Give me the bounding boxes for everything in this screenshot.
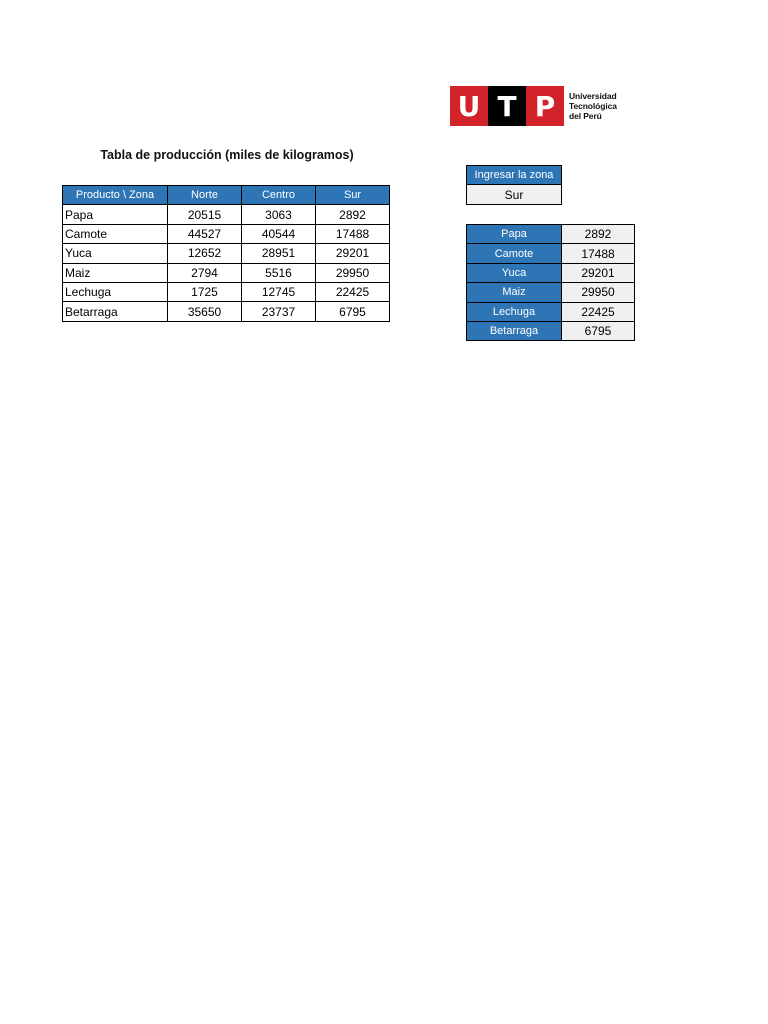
logo-text (569, 91, 617, 121)
result-product[interactable]: Lechuga (467, 302, 562, 321)
logo-letter-p: P (526, 86, 564, 126)
table-row (63, 263, 390, 282)
zone-input-label: Ingresar la zona (467, 166, 562, 185)
table-row (63, 302, 390, 321)
result-value[interactable]: 17488 (562, 244, 635, 263)
header-norte: Norte (168, 186, 242, 205)
result-product[interactable]: Papa (467, 225, 562, 244)
cell-product[interactable]: Betarraga (63, 302, 168, 321)
header-centro: Centro (242, 186, 316, 205)
cell-norte[interactable]: 20515 (168, 205, 242, 224)
cell-centro[interactable]: 23737 (242, 302, 316, 321)
header-sur: Sur (316, 186, 390, 205)
cell-product[interactable]: Lechuga (63, 282, 168, 301)
zone-input-field[interactable]: Sur (467, 185, 562, 204)
cell-norte[interactable]: 1725 (168, 282, 242, 301)
result-product[interactable]: Camote (467, 244, 562, 263)
production-table-title: Tabla de producción (miles de kilogramos) (100, 148, 354, 162)
result-row (467, 225, 635, 244)
logo-letter-t: T (488, 86, 526, 126)
cell-product[interactable]: Yuca (63, 244, 168, 263)
zone-input-box (466, 165, 562, 205)
cell-sur[interactable]: 6795 (316, 302, 390, 321)
cell-sur[interactable]: 17488 (316, 224, 390, 243)
logo-letter-u: U (450, 86, 488, 126)
result-row (467, 283, 635, 302)
logo-text-line: del Perú (569, 111, 602, 121)
cell-norte[interactable]: 12652 (168, 244, 242, 263)
result-product[interactable]: Betarraga (467, 321, 562, 340)
result-product[interactable]: Yuca (467, 263, 562, 282)
production-table (62, 185, 390, 322)
cell-centro[interactable]: 3063 (242, 205, 316, 224)
cell-centro[interactable]: 5516 (242, 263, 316, 282)
cell-product[interactable]: Maiz (63, 263, 168, 282)
table-header-row (63, 186, 390, 205)
zone-result-table (466, 224, 635, 341)
table-row (63, 224, 390, 243)
result-row (467, 263, 635, 282)
table-row (63, 244, 390, 263)
cell-norte[interactable]: 35650 (168, 302, 242, 321)
result-value[interactable]: 22425 (562, 302, 635, 321)
result-value[interactable]: 2892 (562, 225, 635, 244)
cell-centro[interactable]: 12745 (242, 282, 316, 301)
table-row (63, 205, 390, 224)
utp-logo-mark (450, 86, 564, 126)
result-value[interactable]: 29950 (562, 283, 635, 302)
cell-product[interactable]: Camote (63, 224, 168, 243)
cell-norte[interactable]: 44527 (168, 224, 242, 243)
result-row (467, 321, 635, 340)
logo-text-line: Tecnológica (569, 101, 617, 111)
result-row (467, 244, 635, 263)
logo-text-line: Universidad (569, 91, 617, 101)
cell-centro[interactable]: 28951 (242, 244, 316, 263)
cell-product[interactable]: Papa (63, 205, 168, 224)
cell-sur[interactable]: 29950 (316, 263, 390, 282)
table-row (63, 282, 390, 301)
cell-sur[interactable]: 2892 (316, 205, 390, 224)
result-value[interactable]: 29201 (562, 263, 635, 282)
cell-sur[interactable]: 22425 (316, 282, 390, 301)
cell-centro[interactable]: 40544 (242, 224, 316, 243)
cell-sur[interactable]: 29201 (316, 244, 390, 263)
result-value[interactable]: 6795 (562, 321, 635, 340)
result-product[interactable]: Maiz (467, 283, 562, 302)
header-producto-zona: Producto \ Zona (63, 186, 168, 205)
utp-logo (450, 86, 617, 126)
result-row (467, 302, 635, 321)
cell-norte[interactable]: 2794 (168, 263, 242, 282)
